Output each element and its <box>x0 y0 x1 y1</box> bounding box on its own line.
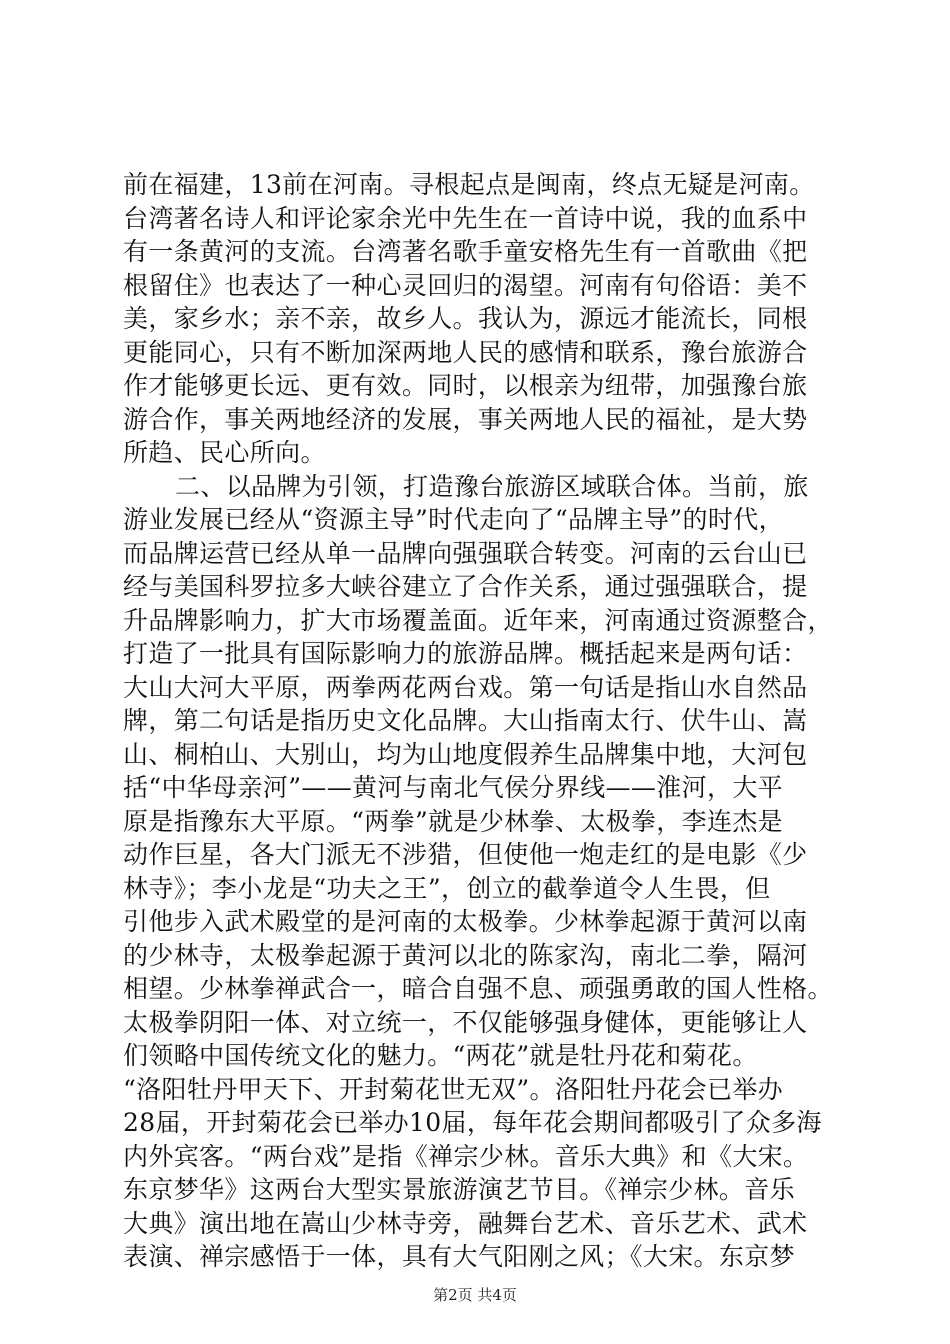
text-line: 前在福建，13前在河南。寻根起点是闽南，终点无疑是河南。 <box>123 170 815 199</box>
text-line: 原是指豫东大平原。“两拳”就是少林拳、太极拳，李连杰是 <box>123 806 784 836</box>
text-line: 的少林寺，太极拳起源于黄河以北的陈家沟，南北二拳，隔河 <box>123 940 808 970</box>
text-line: 作才能够更长远、更有效。同时，以根亲为纽带，加强豫台旅 <box>123 371 808 400</box>
text-line: “洛阳牡丹甲天下、开封菊花世无双”。洛阳牡丹花会已举办 <box>123 1074 784 1104</box>
text-line: 打造了一批具有国际影响力的旅游品牌。概括起来是两句话： <box>123 639 808 668</box>
text-line: 游合作，事关两地经济的发展，事关两地人民的福祉，是大势 <box>123 404 808 434</box>
text-line: 们领略中国传统文化的魅力。“两花”就是牡丹花和菊花。 <box>123 1041 758 1070</box>
body-text <box>123 168 833 1274</box>
text-line: 根留住》也表达了一种心灵回归的渴望。河南有句俗语：美不 <box>123 270 808 300</box>
text-line: 所趋、民心所向。 <box>123 438 326 467</box>
text-line: 28届，开封菊花会已举办10届，每年花会期间都吸引了众多海 <box>123 1108 822 1137</box>
text-line: 内外宾客。“两台戏”是指《禅宗少林。音乐大典》和《大宋。 <box>123 1141 809 1171</box>
text-line: 山、桐柏山、大别山，均为山地度假养生品牌集中地，大河包 <box>123 739 808 769</box>
text-line: 大典》演出地在嵩山少林寺旁，融舞台艺术、音乐艺术、武术 <box>123 1208 808 1238</box>
text-line: 有一条黄河的支流。台湾著名歌手童安格先生有一首歌曲《把 <box>123 237 808 266</box>
text-line: 林寺》；李小龙是“功夫之王”，创立的截拳道令人生畏，但 <box>123 873 771 903</box>
text-line: 表演、禅宗感悟于一体，具有大气阳刚之风；《大宋。东京梦 <box>123 1242 795 1271</box>
text-line: 太极拳阴阳一体、对立统一，不仅能够强身健体，更能够让人 <box>123 1007 808 1037</box>
text-line: 引他步入武术殿堂的是河南的太极拳。少林拳起源于黄河以南 <box>123 907 808 936</box>
text-line: 升品牌影响力，扩大市场覆盖面。近年来，河南通过资源整合， <box>123 605 833 635</box>
section-heading-line: 二、以品牌为引领，打造豫台旅游区域联合体。当前，旅 <box>175 471 809 501</box>
text-line: 而品牌运营已经从单一品牌向强强联合转变。河南的云台山已 <box>123 538 808 568</box>
text-line: 动作巨星，各大门派无不涉猎，但使他一炮走红的是电影《少 <box>123 840 808 869</box>
text-line: 游业发展已经从“资源主导”时代走向了“品牌主导”的时代， <box>123 505 784 534</box>
text-line: 台湾著名诗人和评论家余光中先生在一首诗中说，我的血系中 <box>123 203 808 233</box>
text-line: 东京梦华》这两台大型实景旅游演艺节目。《禅宗少林。音乐 <box>123 1175 795 1204</box>
text-line: 大山大河大平原，两拳两花两台戏。第一句话是指山水自然品 <box>123 672 808 702</box>
text-line: 美，家乡水；亲不亲，故乡人。我认为，源远才能流长，同根 <box>123 304 808 333</box>
text-line: 相望。少林拳禅武合一，暗合自强不息、顽强勇敢的国人性格。 <box>123 974 833 1003</box>
text-line: 更能同心，只有不断加深两地人民的感情和联系，豫台旅游合 <box>123 337 808 367</box>
text-line: 经与美国科罗拉多大峡谷建立了合作关系，通过强强联合，提 <box>123 572 808 601</box>
text-line: 括“中华母亲河”——黄河与南北气侯分界线——淮河，大平 <box>123 773 784 802</box>
text-line: 牌，第二句话是指历史文化品牌。大山指南太行、伏牛山、嵩 <box>123 706 808 735</box>
page-number-footer: 第2页 共4页 <box>433 1286 517 1304</box>
